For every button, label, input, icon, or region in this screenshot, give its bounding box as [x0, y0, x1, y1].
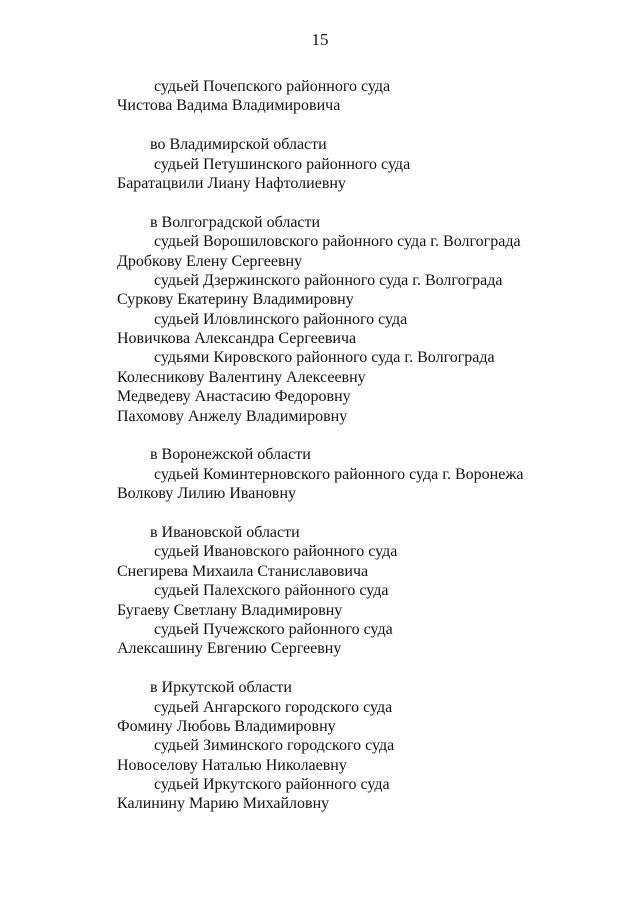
person-line: Пахомову Анжелу Владимировну: [117, 407, 348, 425]
region-heading: в Воронежской области: [150, 446, 311, 464]
region-heading: во Владимирской области: [150, 136, 327, 154]
person-line: Колесникову Валентину Алексеевну: [117, 368, 366, 386]
court-line: судьей Коминтерновского районного суда г. Воронежа: [154, 465, 524, 483]
court-line: судьей Ангарского городского суда: [154, 698, 393, 716]
court-line: судьей Почепского районного суда: [154, 78, 391, 95]
person-line: Бугаеву Светлану Владимировну: [117, 601, 343, 619]
court-line: судьей Ворошиловского районного суда г. Волгограда: [154, 233, 521, 251]
court-line: судьей Пучежского районного суда: [154, 620, 393, 638]
court-line: судьей Палехского районного суда: [154, 582, 389, 600]
person-line: Волкову Лилию Ивановну: [117, 485, 297, 503]
court-line: судьей Петушинского районного суда: [154, 155, 411, 173]
person-line: Новичкова Александра Сергеевича: [117, 330, 357, 348]
person-line: Фомину Любовь Владимировну: [117, 717, 336, 735]
page-number: 15: [311, 30, 329, 49]
court-line: судьей Зиминского городского суда: [154, 737, 395, 755]
court-line: судьей Ивановского районного суда: [154, 543, 398, 561]
spacer: [117, 659, 617, 678]
document-body: [117, 77, 617, 814]
person-line: Алексашину Евгению Сергеевну: [117, 640, 342, 658]
spacer: [117, 504, 617, 523]
court-line: судьей Иркутского районного суда: [154, 776, 390, 794]
person-line: Новоселову Наталью Николаевну: [117, 756, 347, 774]
person-line: Чистова Вадима Владимировича: [117, 97, 341, 115]
region-heading: в Волгоградской области: [150, 213, 321, 231]
person-line: Баратацвили Лиану Нафтолиевну: [117, 174, 346, 192]
spacer: [117, 116, 617, 135]
court-line: судьей Иловлинского районного суда: [154, 310, 408, 328]
region-heading: в Иркутской области: [150, 679, 292, 697]
court-line: судьями Кировского районного суда г. Волгограда: [154, 349, 495, 367]
person-line: Снегирева Михаила Станиславовича: [117, 562, 369, 580]
person-line: Медведеву Анастасию Федоровну: [117, 388, 351, 406]
spacer: [117, 426, 617, 445]
person-line: Калинину Марию Михайловну: [117, 795, 330, 813]
region-heading: в Ивановской области: [150, 523, 300, 541]
court-line: судьей Дзержинского районного суда г. Волгограда: [154, 271, 503, 289]
spacer: [117, 193, 617, 212]
person-line: Дробкову Елену Сергеевну: [117, 252, 303, 270]
person-line: Суркову Екатерину Владимировну: [117, 291, 354, 309]
